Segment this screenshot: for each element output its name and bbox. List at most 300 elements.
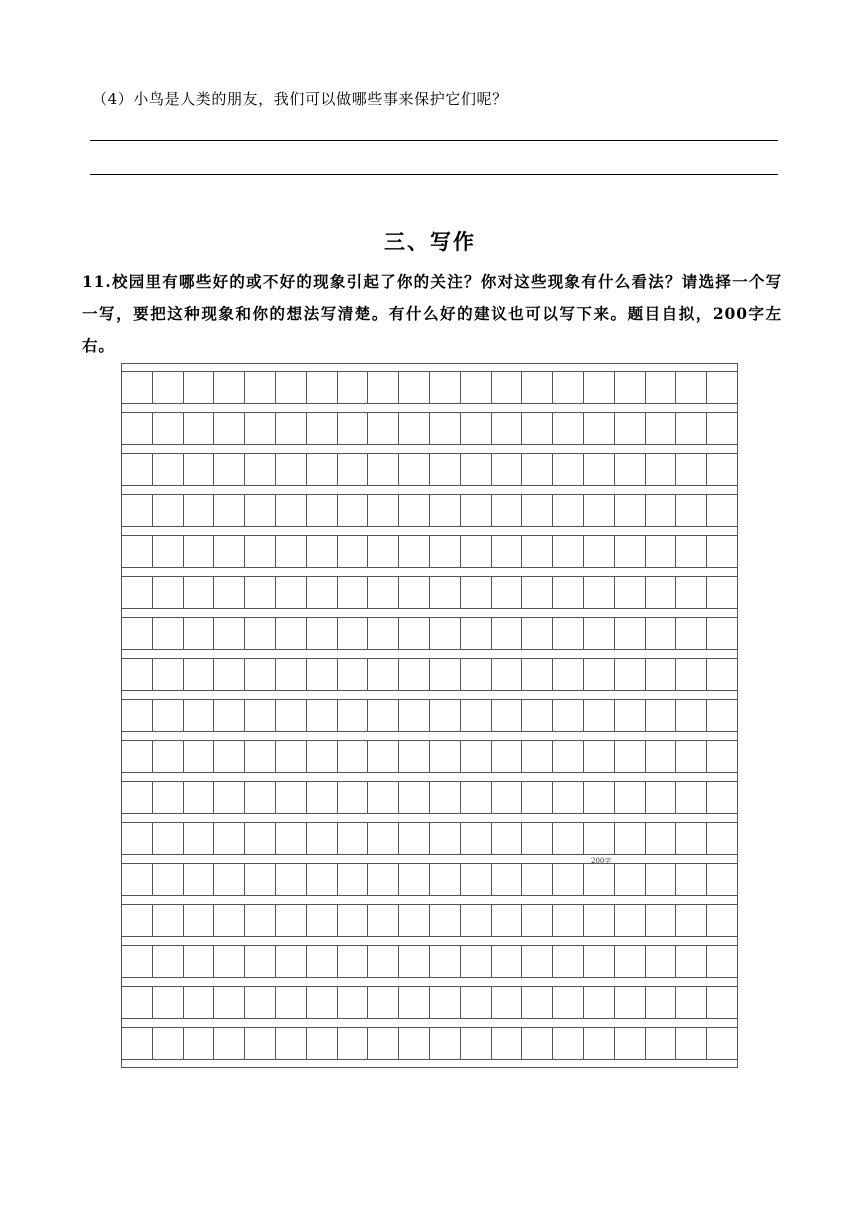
grid-cell[interactable]: [429, 864, 460, 895]
grid-cell[interactable]: [337, 700, 368, 731]
grid-cell[interactable]: [244, 905, 275, 936]
grid-cell[interactable]: [645, 659, 676, 690]
grid-cell[interactable]: [583, 413, 614, 444]
grid-cell[interactable]: [398, 864, 429, 895]
grid-cell[interactable]: [706, 782, 737, 813]
grid-cell[interactable]: [460, 618, 491, 649]
grid-cell[interactable]: [337, 946, 368, 977]
grid-cell[interactable]: [460, 1028, 491, 1059]
grid-cell[interactable]: [337, 577, 368, 608]
grid-cell[interactable]: [213, 536, 244, 567]
grid-cell[interactable]: [244, 454, 275, 485]
grid-cell[interactable]: [213, 987, 244, 1018]
grid-cell[interactable]: [645, 741, 676, 772]
grid-cell[interactable]: [244, 700, 275, 731]
answer-line-1[interactable]: [90, 140, 778, 141]
grid-cell[interactable]: [367, 741, 398, 772]
grid-cell[interactable]: [552, 782, 583, 813]
grid-cell[interactable]: [213, 905, 244, 936]
grid-cell[interactable]: [491, 1028, 522, 1059]
grid-cell[interactable]: [337, 864, 368, 895]
grid-cell[interactable]: [275, 495, 306, 526]
grid-cell[interactable]: [614, 536, 645, 567]
grid-cell[interactable]: [122, 987, 152, 1018]
grid-cell[interactable]: [367, 659, 398, 690]
grid-cell[interactable]: [645, 987, 676, 1018]
grid-cell[interactable]: [213, 413, 244, 444]
grid-cell[interactable]: [213, 659, 244, 690]
grid-cell[interactable]: [491, 618, 522, 649]
grid-cell[interactable]: [122, 372, 152, 403]
grid-cell[interactable]: [244, 987, 275, 1018]
grid-cell[interactable]: [183, 823, 214, 854]
grid-cell[interactable]: [645, 946, 676, 977]
grid-cell[interactable]: [614, 741, 645, 772]
grid-cell[interactable]: [337, 1028, 368, 1059]
grid-cell[interactable]: [614, 905, 645, 936]
grid-cell[interactable]: [367, 782, 398, 813]
grid-cell[interactable]: [552, 905, 583, 936]
grid-cell[interactable]: [521, 946, 552, 977]
grid-cell[interactable]: [429, 413, 460, 444]
grid-cell[interactable]: [367, 987, 398, 1018]
grid-cell[interactable]: [491, 372, 522, 403]
grid-cell[interactable]: [152, 454, 183, 485]
grid-cell[interactable]: [275, 1028, 306, 1059]
grid-cell[interactable]: [152, 577, 183, 608]
grid-cell[interactable]: [645, 495, 676, 526]
grid-cell[interactable]: [337, 782, 368, 813]
grid-cell[interactable]: [367, 946, 398, 977]
grid-cell[interactable]: [460, 823, 491, 854]
grid-cell[interactable]: [521, 618, 552, 649]
grid-cell[interactable]: [367, 1028, 398, 1059]
grid-cell[interactable]: [491, 659, 522, 690]
grid-cell[interactable]: [398, 618, 429, 649]
grid-cell[interactable]: [244, 495, 275, 526]
grid-cell[interactable]: [614, 454, 645, 485]
grid-cell[interactable]: [367, 864, 398, 895]
grid-cell[interactable]: [675, 454, 706, 485]
grid-cell[interactable]: [614, 823, 645, 854]
grid-cell[interactable]: [244, 536, 275, 567]
grid-cell[interactable]: [244, 823, 275, 854]
grid-cell[interactable]: [583, 618, 614, 649]
grid-cell[interactable]: [645, 864, 676, 895]
grid-cell[interactable]: [460, 454, 491, 485]
grid-cell[interactable]: [706, 1028, 737, 1059]
grid-cell[interactable]: [275, 905, 306, 936]
grid-cell[interactable]: [614, 659, 645, 690]
grid-cell[interactable]: [429, 700, 460, 731]
grid-cell[interactable]: [491, 741, 522, 772]
grid-cell[interactable]: [152, 1028, 183, 1059]
grid-cell[interactable]: [306, 495, 337, 526]
grid-cell[interactable]: [398, 823, 429, 854]
grid-cell[interactable]: [367, 536, 398, 567]
grid-cell[interactable]: [583, 864, 614, 895]
grid-cell[interactable]: [213, 741, 244, 772]
grid-cell[interactable]: [244, 864, 275, 895]
grid-cell[interactable]: [706, 905, 737, 936]
grid-cell[interactable]: [244, 946, 275, 977]
grid-cell[interactable]: [583, 454, 614, 485]
grid-cell[interactable]: [183, 946, 214, 977]
grid-cell[interactable]: [152, 618, 183, 649]
grid-cell[interactable]: [460, 987, 491, 1018]
grid-cell[interactable]: [429, 741, 460, 772]
grid-cell[interactable]: [122, 782, 152, 813]
grid-cell[interactable]: [122, 946, 152, 977]
grid-cell[interactable]: [183, 782, 214, 813]
grid-cell[interactable]: [645, 536, 676, 567]
grid-cell[interactable]: [706, 987, 737, 1018]
grid-cell[interactable]: [152, 782, 183, 813]
grid-cell[interactable]: [183, 495, 214, 526]
grid-cell[interactable]: [521, 536, 552, 567]
grid-cell[interactable]: [645, 1028, 676, 1059]
grid-cell[interactable]: [244, 782, 275, 813]
grid-cell[interactable]: [460, 536, 491, 567]
grid-cell[interactable]: [183, 618, 214, 649]
grid-cell[interactable]: [552, 659, 583, 690]
grid-cell[interactable]: [337, 987, 368, 1018]
grid-cell[interactable]: [122, 1028, 152, 1059]
grid-cell[interactable]: [275, 987, 306, 1018]
grid-cell[interactable]: [552, 454, 583, 485]
grid-cell[interactable]: [614, 1028, 645, 1059]
grid-cell[interactable]: [460, 700, 491, 731]
grid-cell[interactable]: [183, 536, 214, 567]
grid-cell[interactable]: [521, 700, 552, 731]
grid-cell[interactable]: [306, 946, 337, 977]
writing-grid[interactable]: [121, 363, 738, 1068]
grid-cell[interactable]: [583, 659, 614, 690]
grid-cell[interactable]: [337, 495, 368, 526]
grid-cell[interactable]: [645, 700, 676, 731]
grid-cell[interactable]: [706, 700, 737, 731]
grid-cell[interactable]: [275, 577, 306, 608]
grid-cell[interactable]: [645, 905, 676, 936]
grid-cell[interactable]: [367, 454, 398, 485]
grid-cell[interactable]: [398, 577, 429, 608]
grid-cell[interactable]: [583, 700, 614, 731]
grid-cell[interactable]: [429, 659, 460, 690]
grid-cell[interactable]: [183, 413, 214, 444]
grid-cell[interactable]: [213, 823, 244, 854]
grid-cell[interactable]: [491, 782, 522, 813]
grid-cell[interactable]: [614, 413, 645, 444]
grid-cell[interactable]: [398, 700, 429, 731]
grid-cell[interactable]: [552, 946, 583, 977]
grid-cell[interactable]: [367, 618, 398, 649]
grid-cell[interactable]: [583, 946, 614, 977]
grid-cell[interactable]: [521, 413, 552, 444]
grid-cell[interactable]: [583, 823, 614, 854]
grid-cell[interactable]: [244, 577, 275, 608]
grid-cell[interactable]: [491, 413, 522, 444]
grid-cell[interactable]: [645, 454, 676, 485]
grid-cell[interactable]: [583, 905, 614, 936]
grid-cell[interactable]: [398, 946, 429, 977]
grid-cell[interactable]: [706, 618, 737, 649]
grid-cell[interactable]: [491, 905, 522, 936]
grid-cell[interactable]: [460, 413, 491, 444]
grid-cell[interactable]: [675, 823, 706, 854]
grid-cell[interactable]: [460, 577, 491, 608]
grid-cell[interactable]: [645, 618, 676, 649]
grid-cell[interactable]: [491, 495, 522, 526]
grid-cell[interactable]: [306, 987, 337, 1018]
grid-cell[interactable]: [306, 372, 337, 403]
grid-cell[interactable]: [521, 454, 552, 485]
grid-cell[interactable]: [583, 741, 614, 772]
grid-cell[interactable]: [398, 782, 429, 813]
grid-cell[interactable]: [213, 946, 244, 977]
grid-cell[interactable]: [337, 741, 368, 772]
grid-cell[interactable]: [552, 577, 583, 608]
grid-cell[interactable]: [614, 700, 645, 731]
grid-cell[interactable]: [122, 905, 152, 936]
grid-cell[interactable]: [521, 659, 552, 690]
grid-cell[interactable]: [645, 577, 676, 608]
grid-cell[interactable]: [275, 864, 306, 895]
grid-cell[interactable]: [337, 536, 368, 567]
grid-cell[interactable]: [152, 987, 183, 1018]
grid-cell[interactable]: [152, 413, 183, 444]
grid-cell[interactable]: [244, 659, 275, 690]
grid-cell[interactable]: [122, 536, 152, 567]
grid-cell[interactable]: [152, 741, 183, 772]
grid-cell[interactable]: [244, 741, 275, 772]
grid-cell[interactable]: [460, 782, 491, 813]
grid-cell[interactable]: [583, 577, 614, 608]
grid-cell[interactable]: [675, 536, 706, 567]
grid-cell[interactable]: [122, 618, 152, 649]
grid-cell[interactable]: [552, 741, 583, 772]
grid-cell[interactable]: [337, 659, 368, 690]
grid-cell[interactable]: [614, 372, 645, 403]
grid-cell[interactable]: [614, 495, 645, 526]
grid-cell[interactable]: [675, 864, 706, 895]
grid-cell[interactable]: [306, 1028, 337, 1059]
grid-cell[interactable]: [491, 700, 522, 731]
grid-cell[interactable]: [675, 1028, 706, 1059]
grid-cell[interactable]: [306, 782, 337, 813]
grid-cell[interactable]: [675, 946, 706, 977]
grid-cell[interactable]: [306, 659, 337, 690]
grid-cell[interactable]: [706, 413, 737, 444]
grid-cell[interactable]: [675, 618, 706, 649]
grid-cell[interactable]: [398, 536, 429, 567]
grid-cell[interactable]: [429, 577, 460, 608]
grid-cell[interactable]: [552, 372, 583, 403]
grid-cell[interactable]: [614, 618, 645, 649]
grid-cell[interactable]: [152, 495, 183, 526]
grid-cell[interactable]: [122, 823, 152, 854]
grid-cell[interactable]: [306, 905, 337, 936]
grid-cell[interactable]: [675, 905, 706, 936]
grid-cell[interactable]: [429, 536, 460, 567]
grid-cell[interactable]: [675, 372, 706, 403]
grid-cell[interactable]: [675, 659, 706, 690]
grid-cell[interactable]: [429, 372, 460, 403]
grid-cell[interactable]: [706, 946, 737, 977]
grid-cell[interactable]: [183, 1028, 214, 1059]
grid-cell[interactable]: [183, 987, 214, 1018]
grid-cell[interactable]: [398, 413, 429, 444]
grid-cell[interactable]: [275, 618, 306, 649]
grid-cell[interactable]: [306, 741, 337, 772]
grid-cell[interactable]: [521, 782, 552, 813]
grid-cell[interactable]: [152, 659, 183, 690]
grid-cell[interactable]: [183, 454, 214, 485]
grid-cell[interactable]: [122, 495, 152, 526]
grid-cell[interactable]: [583, 536, 614, 567]
grid-cell[interactable]: [460, 905, 491, 936]
grid-cell[interactable]: [552, 864, 583, 895]
grid-cell[interactable]: [521, 823, 552, 854]
grid-cell[interactable]: [337, 618, 368, 649]
grid-cell[interactable]: [521, 864, 552, 895]
grid-cell[interactable]: [614, 782, 645, 813]
grid-cell[interactable]: [398, 987, 429, 1018]
grid-cell[interactable]: [306, 864, 337, 895]
grid-cell[interactable]: [213, 864, 244, 895]
grid-cell[interactable]: [244, 1028, 275, 1059]
grid-cell[interactable]: [521, 741, 552, 772]
grid-cell[interactable]: [183, 659, 214, 690]
grid-cell[interactable]: [429, 823, 460, 854]
grid-cell[interactable]: [706, 495, 737, 526]
grid-cell[interactable]: [521, 372, 552, 403]
grid-cell[interactable]: [491, 536, 522, 567]
grid-cell[interactable]: [645, 413, 676, 444]
grid-cell[interactable]: [213, 618, 244, 649]
grid-cell[interactable]: [460, 659, 491, 690]
grid-cell[interactable]: [675, 577, 706, 608]
grid-cell[interactable]: [552, 823, 583, 854]
grid-cell[interactable]: [706, 454, 737, 485]
grid-cell[interactable]: [675, 782, 706, 813]
grid-cell[interactable]: [491, 577, 522, 608]
grid-cell[interactable]: [275, 659, 306, 690]
grid-cell[interactable]: [675, 413, 706, 444]
grid-cell[interactable]: [213, 577, 244, 608]
grid-cell[interactable]: [491, 946, 522, 977]
grid-cell[interactable]: [460, 864, 491, 895]
grid-cell[interactable]: [521, 1028, 552, 1059]
grid-cell[interactable]: [275, 536, 306, 567]
grid-cell[interactable]: [645, 823, 676, 854]
grid-cell[interactable]: [398, 495, 429, 526]
grid-cell[interactable]: [583, 372, 614, 403]
grid-cell[interactable]: [552, 618, 583, 649]
grid-cell[interactable]: [183, 372, 214, 403]
grid-cell[interactable]: [183, 905, 214, 936]
grid-cell[interactable]: [521, 577, 552, 608]
grid-cell[interactable]: [398, 372, 429, 403]
grid-cell[interactable]: [675, 495, 706, 526]
grid-cell[interactable]: [306, 454, 337, 485]
grid-cell[interactable]: [275, 700, 306, 731]
grid-cell[interactable]: [398, 1028, 429, 1059]
grid-cell[interactable]: [152, 823, 183, 854]
grid-cell[interactable]: [429, 618, 460, 649]
grid-cell[interactable]: [152, 372, 183, 403]
grid-cell[interactable]: [275, 782, 306, 813]
grid-cell[interactable]: [706, 659, 737, 690]
grid-cell[interactable]: [583, 782, 614, 813]
grid-cell[interactable]: [429, 454, 460, 485]
grid-cell[interactable]: [183, 577, 214, 608]
grid-cell[interactable]: [583, 495, 614, 526]
grid-cell[interactable]: [706, 823, 737, 854]
grid-cell[interactable]: [552, 700, 583, 731]
grid-cell[interactable]: [367, 577, 398, 608]
grid-cell[interactable]: [614, 946, 645, 977]
grid-cell[interactable]: [122, 659, 152, 690]
grid-cell[interactable]: [275, 413, 306, 444]
grid-cell[interactable]: [122, 741, 152, 772]
grid-cell[interactable]: [367, 700, 398, 731]
grid-cell[interactable]: [152, 536, 183, 567]
grid-cell[interactable]: [706, 372, 737, 403]
grid-cell[interactable]: [521, 495, 552, 526]
grid-cell[interactable]: [429, 946, 460, 977]
grid-cell[interactable]: [183, 700, 214, 731]
grid-cell[interactable]: [675, 741, 706, 772]
grid-cell[interactable]: [306, 577, 337, 608]
grid-cell[interactable]: [491, 823, 522, 854]
grid-cell[interactable]: [460, 946, 491, 977]
grid-cell[interactable]: [614, 577, 645, 608]
grid-cell[interactable]: [460, 372, 491, 403]
grid-cell[interactable]: [367, 413, 398, 444]
grid-cell[interactable]: [706, 864, 737, 895]
grid-cell[interactable]: [183, 741, 214, 772]
grid-cell[interactable]: [645, 782, 676, 813]
grid-cell[interactable]: [152, 700, 183, 731]
grid-cell[interactable]: [460, 495, 491, 526]
grid-cell[interactable]: [213, 454, 244, 485]
grid-cell[interactable]: [491, 987, 522, 1018]
answer-line-2[interactable]: [90, 174, 778, 175]
grid-cell[interactable]: [183, 864, 214, 895]
grid-cell[interactable]: [337, 413, 368, 444]
grid-cell[interactable]: [675, 700, 706, 731]
grid-cell[interactable]: [213, 700, 244, 731]
grid-cell[interactable]: [152, 864, 183, 895]
grid-cell[interactable]: [337, 372, 368, 403]
grid-cell[interactable]: [429, 782, 460, 813]
grid-cell[interactable]: [275, 372, 306, 403]
grid-cell[interactable]: [337, 823, 368, 854]
grid-cell[interactable]: [398, 905, 429, 936]
grid-cell[interactable]: [306, 823, 337, 854]
grid-cell[interactable]: [122, 454, 152, 485]
grid-cell[interactable]: [306, 536, 337, 567]
grid-cell[interactable]: [367, 495, 398, 526]
grid-cell[interactable]: [306, 618, 337, 649]
grid-cell[interactable]: [213, 782, 244, 813]
grid-cell[interactable]: [521, 905, 552, 936]
grid-cell[interactable]: [583, 987, 614, 1018]
grid-cell[interactable]: [675, 987, 706, 1018]
grid-cell[interactable]: [706, 741, 737, 772]
grid-cell[interactable]: [213, 372, 244, 403]
grid-cell[interactable]: [275, 823, 306, 854]
